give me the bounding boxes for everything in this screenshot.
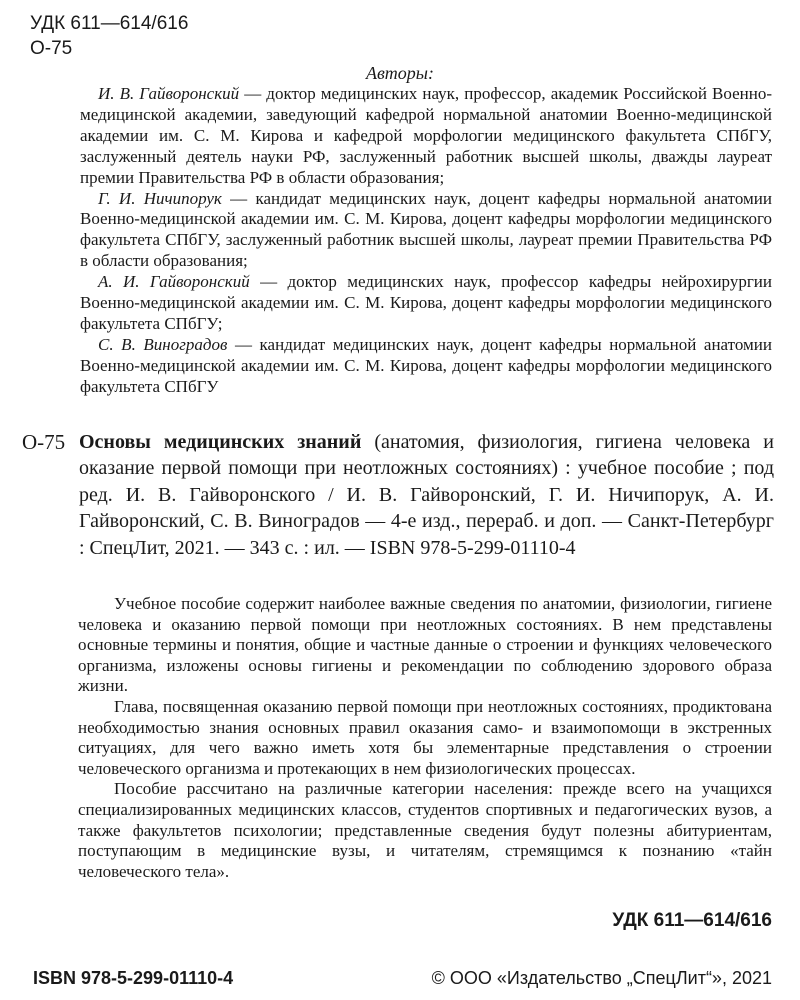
author-description: — доктор медицинских наук, профессор кафедры нейрохирургии Военно-медицинской академии им. С. М. Кирова, доцент кафедры морфологии медицинского факультета СПбГУ;	[80, 272, 772, 333]
author-entry	[80, 272, 772, 335]
author-name: А. И. Гайворонский	[98, 272, 250, 292]
annotation-paragraph: Глава, посвященная оказанию первой помощи при неотложных состояниях, продиктована необходимостью знания основных правил оказания само- и взаимопомощи в экстренных ситуациях, для чего важно иметь хотя бы элементарные представления о строении человеческого организма и протекающих в нем физиологических процессах.	[78, 696, 772, 778]
udk-code-top: УДК 611—614/616	[30, 13, 189, 34]
author-name: С. В. Виноградов	[98, 334, 228, 354]
annotation-paragraph: Пособие рассчитано на различные категории населения: прежде всего на учащихся специализированных медицинских классов, студентов спортивных и педагогических вузов, а также факультетов психологии; представленные сведения будут полезны абитуриентам, поступающим в медицинские вузы, и читателям, стремящимся к познанию «тайн человеческого тела».	[78, 779, 772, 881]
catalog-description: (анатомия, физиология, гигиена человека и оказание первой помощи при неотложных состояниях) : учебное пособие ; под ред. И. В. Гайворонского / И. В. Гайворонский, Г. И. Ничипорук, А. И. Гайворонский, С. В. Виноградов — 4-е изд., перераб. и доп. — Санкт-Петербург : СпецЛит, 2021. — 343 с. : ил. — ISBN 978-5-299-01110-4	[79, 431, 774, 559]
author-description: — доктор медицинских наук, профессор, академик Российской Военно-медицинской академии, заведующий кафедрой нормальной анатомии Военно-медицинской академии им. С. М. Кирова и кафедрой морфологии медицинского факультета СПбГУ, заслуженный деятель науки РФ, заслуженный работник высшей школы, дважды лауреат премии Правительства РФ в области образования;	[80, 84, 772, 187]
authors-heading: Авторы:	[366, 63, 434, 83]
author-entry	[80, 84, 772, 189]
annotation-paragraph: Учебное пособие содержит наиболее важные сведения по анатомии, физиологии, гигиене человека и оказанию первой помощи при неотложных состояниях. В нем представлены основные термины и понятия, общие и частные данные о строении и функциях человеческого организма, изложены основы гигиены и рекомендации по соблюдению здорового образа жизни.	[78, 594, 772, 696]
catalog-record	[79, 429, 774, 561]
author-name: Г. И. Ничипорук	[98, 188, 222, 208]
isbn-number: ISBN 978-5-299-01110-4	[33, 968, 234, 988]
author-entry	[80, 189, 772, 273]
author-sign-top: О-75	[30, 38, 73, 59]
copyright-notice: © ООО «Издательство „СпецЛит“», 2021	[431, 968, 772, 988]
annotation	[78, 594, 772, 882]
catalog-author-sign: О-75	[22, 430, 66, 454]
book-title: Основы медицинских знаний	[79, 431, 362, 453]
udk-code-bottom: УДК 611—614/616	[612, 910, 772, 931]
author-entry	[80, 335, 772, 398]
author-description: — кандидат медицинских наук, доцент кафедры нормальной анатомии Военно-медицинской академии им. С. М. Кирова, доцент кафедры морфологии медицинского факультета СПбГУ	[80, 334, 772, 396]
author-description: — кандидат медицинских наук, доцент кафедры нормальной анатомии Военно-медицинской академии им. С. М. Кирова, доцент кафедры морфологии медицинского факультета СПбГУ, заслуженный работник высшей школы, лауреат премии Правительства РФ в области образования;	[80, 188, 772, 271]
author-name: И. В. Гайворонский	[98, 84, 240, 103]
authors-list	[80, 84, 772, 398]
